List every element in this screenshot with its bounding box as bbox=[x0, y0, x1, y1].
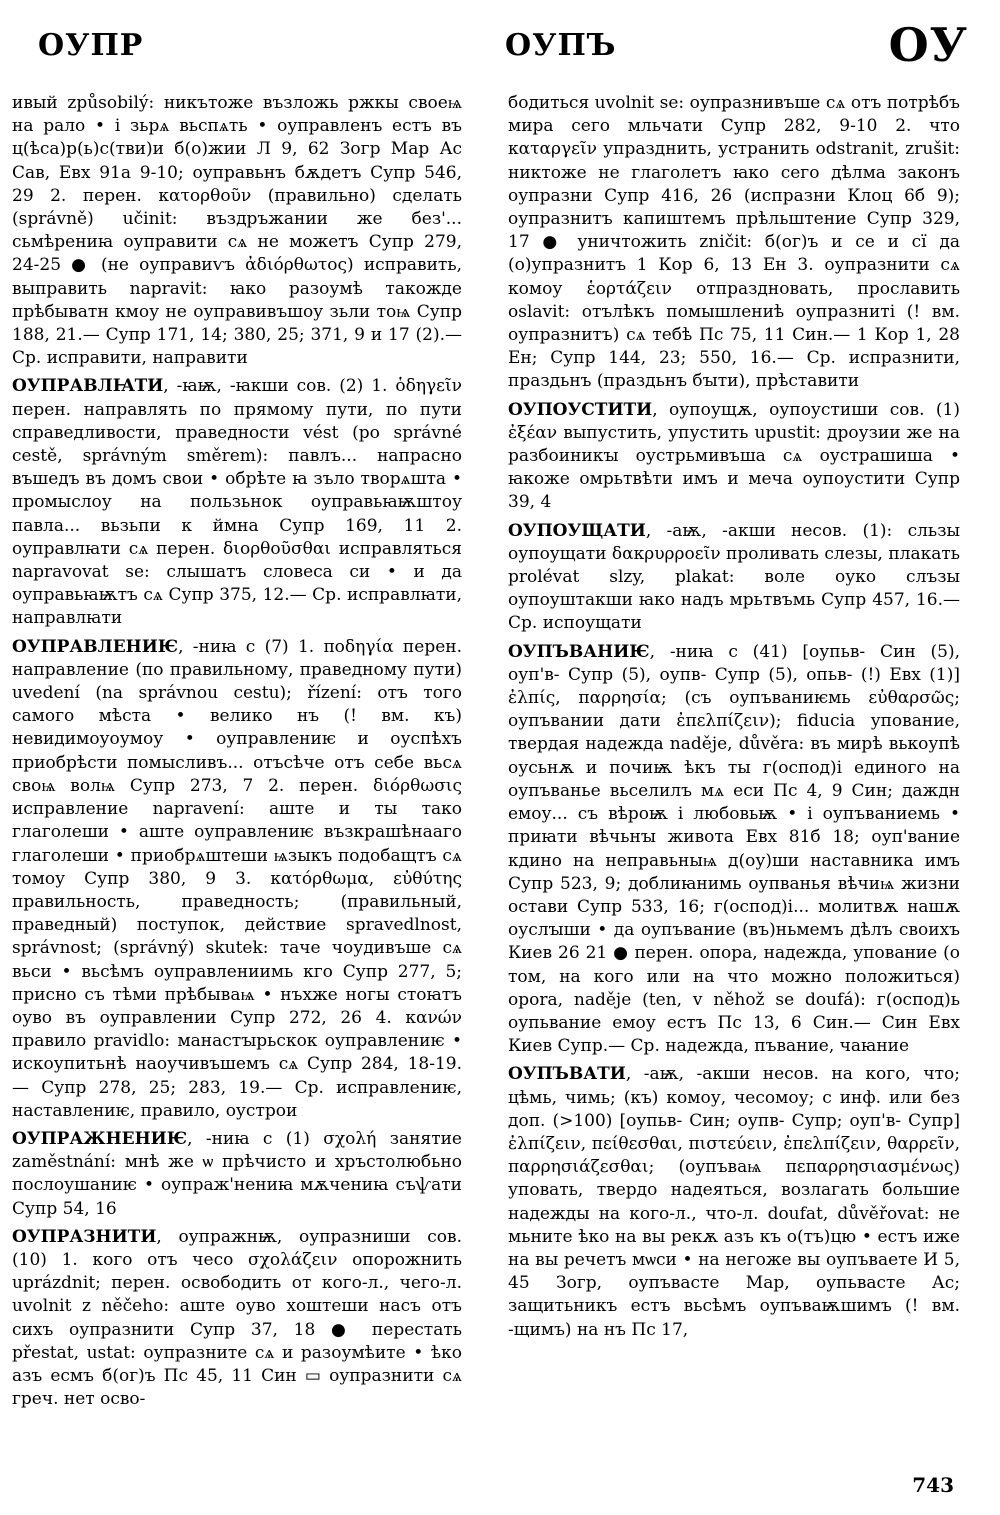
dictionary-entry: ивый způsobilý: никътоже възложь ржкы своеѩ на рало • і зьрѧ вьспѧть • оуправленъ естъ въ ц(ѣса)р(ь)с(тви)и б(о)жии Л 9, 62 Зогр Мар Ас Сав, Евх 91а 9-10; оуправьнъ бѫдетъ Супр 546, 29 2. перен. κατορθοῦν (правильно) сделать (správně) učinit: въздръжании же без'... сьмѣрениꙗ оуправити сѧ не можетъ Супр 279, 24-25 ● (не оуправиѵъ ἀδιόρθωτος) исправить, выправить napravit: ꙗко разоумѣ такожде прѣбыватн кмоу не оуправивъшоу зьли тоѩ Супр 188, 21.— Супр 171, 14; 380, 25; 371, 9 и 17 (2).— Ср. исправити, направити bbox=[12, 93, 462, 369]
dictionary-entry: бодиться uvolnit se: оупразнивъше сѧ отъ потрѣбъ мира сего мльчати Супр 282, 9-10 2. что καταργεῖν упразднить, устранить odstranit, zrušit: никтоже не глаголетъ ꙗко сего дѣлма законъ оупразни Супр 416, 26 (испразни Клоц 6б 9); оупразнитъ капиштемъ прѣльштение Супр 329, 17 ● уничтожить zničit: б(ог)ъ и се и сї да (о)упразнитъ 1 Кор 6, 13 Ен 3. оупразнити сѧ комоу ἑορτάζειν отпраздновать, прославить oslavit: отълѣкъ помышлениѣ оупразниті (! вм. оупразнитъ) сѧ тебѣ Пс 75, 11 Син.— 1 Кор 1, 28 Ен; Супр 144, 23; 550, 16.— Ср. испразнити, праздьнъ (праздьнъ бꙑти), прѣставити bbox=[508, 93, 960, 392]
headword: ОУПЪВАТИ bbox=[508, 1064, 626, 1085]
headword: ОУПРАЗНИТИ bbox=[12, 1226, 157, 1247]
headword: ОУПРАЖНЕНИѤ bbox=[12, 1128, 188, 1149]
left-column bbox=[12, 92, 462, 1416]
dictionary-entry: ОУПОУСТИТИ, оупоущѫ, оупоустиши сов. (1) ἐξέαν выпустить, упустить upustit: дроузии же на разбоиникꙑ оустрьмивъша сѧ оустрашиша • ꙗкоже омрьтвѣти имъ и меча оупоустити Супр 39, 4 bbox=[508, 399, 960, 513]
dictionary-entry: ОУПОУЩАТИ, -аѭ, -акши несов. (1): сльзы оупоущати δακρυρροεῖν проливать слезы, плакать prolévat slzy, plakat: воле оуко слъзы оупоуштакши ꙗко надъ мрьтвъмь Супр 457, 16.— Ср. испоущати bbox=[508, 520, 961, 634]
dictionary-entry: ОУПЪВАТИ, -аѭ, -акши несов. на кого, что; цѣмь, чимь; (къ) комоу, чесомоу; с инф. или без доп. (>100) [оупьв- Син; оупв- Супр; оуп'в- Супр] ἐλπίζειν, πείθεσθαι, πιστεύειν, ἐπελπίζειν, θαρρεῖν, παρρησιάζεσθαι; (оупъваѩ πεπαρρησιασμένως) уповать, твердо надеяться, возлагать большие надежды на кого-л., что-л. doufat, důvěřovat: не мьните ѣко на вы рекѫ азъ къ о(тъ)цю • естъ иже на вы речетъ мѡси • на негоже вы оупъваете И 5, 45 Зогр, оупъвасте Мар, оупьвасте Ас; защитьникъ естъ вьсѣмъ оупъваѭшимъ (! вм. -щимъ) на нъ Пс 17, bbox=[508, 1064, 960, 1340]
headword: ОУПОУЩАТИ bbox=[508, 520, 646, 541]
dictionary-entry: ОУПРАВЛꙖТИ, -ꙗѭ, -ꙗкши сов. (2) 1. ὁδηγεῖν перен. направлять по прямому пути, по пути справедливости, праведности vést (po správné cestě, správným směrem): павлъ... напрасно въшедъ въ домъ свои • обрѣте ꙗ зъло творѧшта • промыслоу на пользьнок оуправьꙗѭштоу павла... вьзьпи к ймна Супр 169, 11 2. оуправлꙗти сѧ перен. διορθοῦσθαι исправляться napravovat se: слышатъ словеса си • и да оуправьꙗѭтъ сѧ Супр 375, 12.— Ср. исправлꙗти, направлꙗти bbox=[12, 376, 462, 629]
right-column bbox=[508, 92, 960, 1347]
headword: ОУПРАВЛꙖТИ bbox=[12, 376, 164, 397]
headword: ОУПОУСТИТИ bbox=[508, 399, 653, 420]
dictionary-entry: ОУПРАЖНЕНИѤ, -ниꙗ с (1) σχολή занятие zaměstnání: мнѣ же ѡ прѣчисто и хръстолюбьно послоушаниѥ • оупраж'нениꙗ мѫчениꙗ съѱати Супр 54, 16 bbox=[12, 1128, 462, 1219]
page-number: 743 bbox=[912, 1473, 954, 1497]
dictionary-entry: ОУПЪВАНИѤ, -ниꙗ с (41) [оупьв- Син (5), оуп'в- Супр (5), оупв- Супр (5), опьв- (!) Евх (1)] ἐλπίς, παρρησία; (съ оупъваниѥмь εὐθαρσῶς; оупъвании дати ἐπελπίζειν); fiducia упование, твердая надежда naděje, důvěra: въ мирѣ вькоупѣ оусьнѫ и почиѭ ѣкъ ты г(оспод)і единого на оупъванье вьселилъ мѧ еси Пс 4, 9 Син; даждн емоу... съ вѣроѭ і любовьѭ • і оупъваниемь • приꙗти вѣчьнꙑ живота Евх 81б 18; оуп'вание кдино на неправьныѩ д(оу)ши наставника имъ Супр 523, 9; доблиꙗнимь оупванья вѣчиѩ жизни остави Супр 533, 16; г(оспод)і... молитвѫ нашѫ оуслꙑши • да оупъвание (въ)ньмемъ дѣлъ своихъ Киев 26 21 ● перен. опора, надежда, упование (о том, на кого или на что можно положиться) opora, naděje (ten, v něhož se doufá): г(оспод)ь оупьвание емоу естъ Пс 13, 6 Син.— Син Евх Киев Супр.— Ср. надежда, пъвание, чаꙗние bbox=[508, 641, 960, 1057]
headword: ОУПРАВЛЕНИѤ bbox=[12, 636, 179, 657]
running-head-right: ОУ bbox=[888, 18, 968, 72]
headword: ОУПЪВАНИѤ bbox=[508, 641, 650, 662]
running-head-left: ОУПР bbox=[38, 28, 144, 63]
running-head-center: ОУПЪ bbox=[505, 28, 617, 63]
dictionary-entry: ОУПРАВЛЕНИѤ, -ниꙗ с (7) 1. ποδηγία перен. направление (по правильному, праведному пути) uvedení (na správnou cestu); řízení: отъ того самого мѣста • велико нъ (! вм. къ) невидимоуоумоу • оуправлениѥ и оуспѣхъ приобрѣсти помысливъ... отъсѣче отъ себе вьсѧ своѩ волѩ Супр 273, 7 2. перен. διόρθωσις исправление napravení: аште и ты тако глаголеши • аште оуправлениѥ възкрашѣнааго глаголеши • приобрѧштеши ѩзыкъ подобащтъ сѧ томоу Супр 380, 9 3. κατόρθωμα, εὐθύτης правильность, праведность; (правильный, праведный) поступок, действие spravedlnost, správnost; (správný) skutek: таче чоудивъше сѧ вьси • вьсѣмъ оуправлениимь кго Супр 277, 5; присно съ тѣми прѣбываѩ • нъхже ногы стоꙗтъ оуво въ оуправлении Супр 272, 26 4. κανών правило pravidlo: манастꙑрьскок оуправлениѥ • искоупитьнѣ наоучивъшемъ сѧ Супр 284, 18-19.— Супр 278, 25; 283, 19.— Ср. исправлениѥ, наставлениѥ, правило, оустрои bbox=[12, 636, 462, 1121]
dictionary-entry: ОУПРАЗНИТИ, оупражнѭ, оупразниши сов. (10) 1. кого отъ чесо σχολάζειν опорожнить uprázdnit; перен. освободить от кого-л., чего-л. uvolnit z něčeho: аште оуво хоштеши насъ отъ сихъ оупразнити Супр 37, 18 ● перестать přestat, ustat: оупразните сѧ и разоумѣите • ѣко азъ есмъ б(ог)ъ Пс 45, 11 Син ▭ оупразнити сѧ греч. нет осво- bbox=[12, 1226, 462, 1410]
